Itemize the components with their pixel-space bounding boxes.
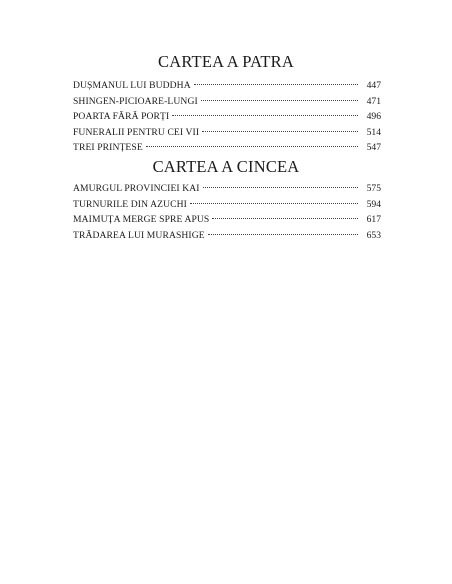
toc-entry-page-number: 575: [366, 183, 381, 194]
section-heading-cartea-a-cincea: CARTEA A CINCEA: [152, 157, 300, 176]
toc-entry-page-number: 514: [366, 126, 381, 138]
dot-leader: [194, 84, 358, 85]
toc-list-cartea-a-cincea: [73, 181, 381, 243]
toc-entry: [73, 125, 381, 141]
toc-entry-title: TURNURILE DIN AZUCHI: [73, 198, 187, 210]
dot-leader: [190, 203, 358, 204]
toc-list-cartea-a-patra: [73, 78, 381, 156]
toc-entry-title: POARTA FĂRĂ PORȚI: [73, 111, 170, 123]
toc-entry-title: DUȘMANUL LUI BUDDHA: [73, 80, 191, 91]
toc-entry: [73, 140, 381, 156]
toc-entry-page-number: 547: [366, 142, 381, 154]
toc-entry: [73, 228, 381, 244]
toc-entry-page-number: 653: [366, 229, 381, 241]
toc-entry-title: TRĂDAREA LUI MURASHIGE: [73, 229, 205, 241]
toc-entry: [73, 181, 381, 197]
toc-entry-title: SHINGEN-PICIOARE-LUNGI: [73, 95, 198, 107]
toc-entry-page-number: 447: [366, 80, 381, 91]
dot-leader: [203, 187, 358, 188]
toc-entry: [73, 197, 381, 213]
toc-entry-title: TREI PRINȚESE: [73, 142, 143, 154]
dot-leader: [208, 234, 358, 235]
dot-leader: [201, 100, 358, 101]
toc-entry-title: AMURGUL PROVINCIEI KAI: [73, 183, 200, 194]
dot-leader: [202, 131, 358, 132]
toc-entry: [73, 78, 381, 94]
toc-entry: [73, 94, 381, 110]
dot-leader: [146, 146, 358, 147]
toc-entry-title: FUNERALII PENTRU CEI VII: [73, 126, 200, 138]
toc-entry: [73, 212, 381, 228]
toc-entry-page-number: 496: [366, 111, 381, 123]
toc-entry-title: MAIMUȚA MERGE SPRE APUS: [73, 214, 210, 226]
toc-entry: [73, 109, 381, 125]
dot-leader: [212, 218, 358, 219]
toc-entry-page-number: 617: [366, 214, 381, 226]
section-heading-cartea-a-patra: CARTEA A PATRA: [158, 52, 294, 71]
toc-entry-page-number: 594: [366, 198, 381, 210]
dot-leader: [172, 115, 358, 116]
toc-entry-page-number: 471: [366, 95, 381, 107]
